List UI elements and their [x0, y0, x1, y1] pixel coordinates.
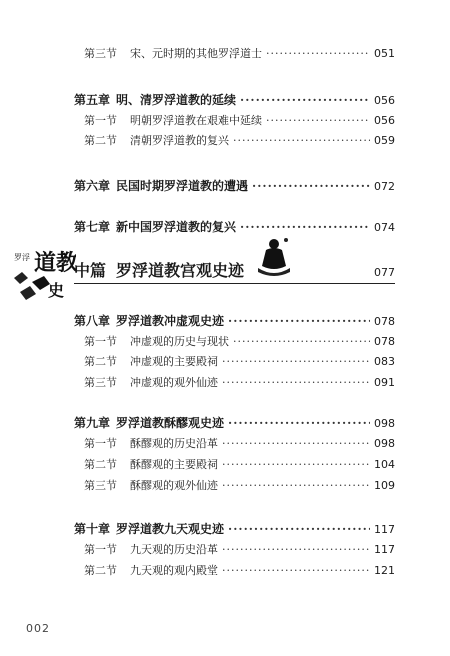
part-label: 中篇: [74, 261, 107, 280]
logo-text-main: 道教: [34, 250, 76, 276]
toc-page-number: 078: [374, 335, 395, 348]
toc-section-label: 第二节: [84, 458, 117, 471]
toc-section-title: 酥醪观的主要殿祠: [130, 458, 218, 471]
toc-leader-dots: [222, 479, 370, 492]
toc-section-title: 明朝罗浮道教在艰难中延续: [130, 114, 262, 127]
toc-leader-dots: [222, 543, 370, 556]
toc-section-row[interactable]: [84, 477, 395, 493]
toc-section-row[interactable]: [84, 435, 395, 451]
toc-page-number: 051: [374, 47, 395, 60]
toc-section-row[interactable]: [84, 112, 395, 128]
toc-section-label: 第一节: [84, 335, 117, 348]
toc-page-number: 117: [374, 523, 395, 536]
toc-section-title: 九天观的历史沿革: [130, 543, 218, 556]
toc-page-number: 091: [374, 376, 395, 389]
toc-section-title: 冲虚观的历史与现状: [130, 335, 229, 348]
toc-page-number: 072: [374, 180, 395, 193]
toc-chapter-row[interactable]: [74, 91, 395, 108]
toc-leader-dots: [252, 179, 370, 193]
page-folio-number: 002: [26, 622, 50, 635]
toc-page-number: 121: [374, 564, 395, 577]
toc-section-title: 清朝罗浮道教的复兴: [130, 134, 229, 147]
toc-page-number: 109: [374, 479, 395, 492]
toc-section-row[interactable]: [84, 333, 395, 349]
toc-page-number: 078: [374, 315, 395, 328]
toc-leader-dots: [222, 437, 370, 450]
toc-page-number: 098: [374, 437, 395, 450]
toc-chapter-row[interactable]: [74, 218, 395, 235]
toc-section-label: 第一节: [84, 437, 117, 450]
toc-section-label: 第二节: [84, 355, 117, 368]
logo-seal: [10, 238, 76, 302]
toc-chapter-label: 第八章: [74, 314, 111, 328]
toc-leader-dots: [228, 416, 370, 430]
toc-section-label: 第一节: [84, 543, 117, 556]
toc-section-row[interactable]: [84, 353, 395, 369]
toc-leader-dots: [228, 314, 370, 328]
toc-page-number: 104: [374, 458, 395, 471]
toc-chapter-title: 罗浮道教酥醪观史迹: [116, 416, 225, 430]
toc-chapter-label: 第六章: [74, 179, 111, 193]
toc-leader-dots: [222, 355, 370, 368]
part-heading-rule: [74, 283, 395, 284]
toc-chapter-row[interactable]: [74, 520, 395, 537]
toc-leader-dots: [222, 376, 370, 389]
part-title: 罗浮道教宫观史迹: [116, 261, 245, 280]
toc-chapter-title: 新中国罗浮道教的复兴: [116, 220, 237, 234]
toc-section-title: 酥醪观的观外仙迹: [130, 479, 218, 492]
toc-chapter-title: 民国时期罗浮道教的遭遇: [116, 179, 249, 193]
logo-text-small: 史: [48, 281, 65, 300]
toc-section-label: 第二节: [84, 564, 117, 577]
toc-page-number: 098: [374, 417, 395, 430]
part-page-number: 077: [374, 266, 395, 279]
toc-chapter-label: 第五章: [74, 93, 111, 107]
toc-leader-dots: [266, 114, 370, 127]
toc-section-title: 冲虚观的观外仙迹: [130, 376, 218, 389]
toc-chapter-label: 第九章: [74, 416, 111, 430]
toc-page-number: 056: [374, 94, 395, 107]
toc-chapter-row[interactable]: [74, 177, 395, 194]
toc-section-row[interactable]: [84, 456, 395, 472]
toc-chapter-row[interactable]: [74, 312, 395, 329]
toc-leader-dots: [240, 220, 370, 234]
toc-leader-dots: [233, 134, 370, 147]
toc-chapter-title: 罗浮道教九天观史迹: [116, 522, 225, 536]
toc-page-number: 117: [374, 543, 395, 556]
toc-chapter-title: 明、清罗浮道教的延续: [116, 93, 237, 107]
toc-section-label: 第一节: [84, 114, 117, 127]
toc-section-row[interactable]: [84, 374, 395, 390]
toc-section-title: 冲虚观的主要殿祠: [130, 355, 218, 368]
toc-section-row[interactable]: [84, 132, 395, 148]
toc-page-number: 056: [374, 114, 395, 127]
toc-leader-dots: [222, 458, 370, 471]
seated-taoist-figure-icon: [256, 236, 292, 278]
toc-chapter-label: 第七章: [74, 220, 111, 234]
toc-section-row[interactable]: [84, 541, 395, 557]
toc-chapter-title: 罗浮道教冲虚观史迹: [116, 314, 225, 328]
toc-section-row[interactable]: [84, 45, 395, 61]
toc-section-row[interactable]: [84, 562, 395, 578]
toc-section-label: 第二节: [84, 134, 117, 147]
toc-chapter-row[interactable]: [74, 414, 395, 431]
toc-leader-dots: [222, 564, 370, 577]
toc-page-number: 074: [374, 221, 395, 234]
toc-section-title: 酥醪观的历史沿革: [130, 437, 218, 450]
toc-leader-dots: [233, 335, 370, 348]
toc-leader-dots: [266, 47, 370, 60]
toc-page-number: 083: [374, 355, 395, 368]
toc-section-label: 第三节: [84, 47, 117, 60]
toc-section-label: 第三节: [84, 376, 117, 389]
part-heading[interactable]: [74, 258, 395, 280]
toc-page-number: 059: [374, 134, 395, 147]
toc-section-label: 第三节: [84, 479, 117, 492]
toc-leader-dots: [240, 93, 370, 107]
logo-text-side: 罗浮: [14, 253, 30, 262]
toc-section-title: 宋、元时期的其他罗浮道士: [130, 47, 262, 60]
toc-leader-dots: [228, 522, 370, 536]
toc-section-title: 九天观的观内殿堂: [130, 564, 218, 577]
toc-chapter-label: 第十章: [74, 522, 111, 536]
